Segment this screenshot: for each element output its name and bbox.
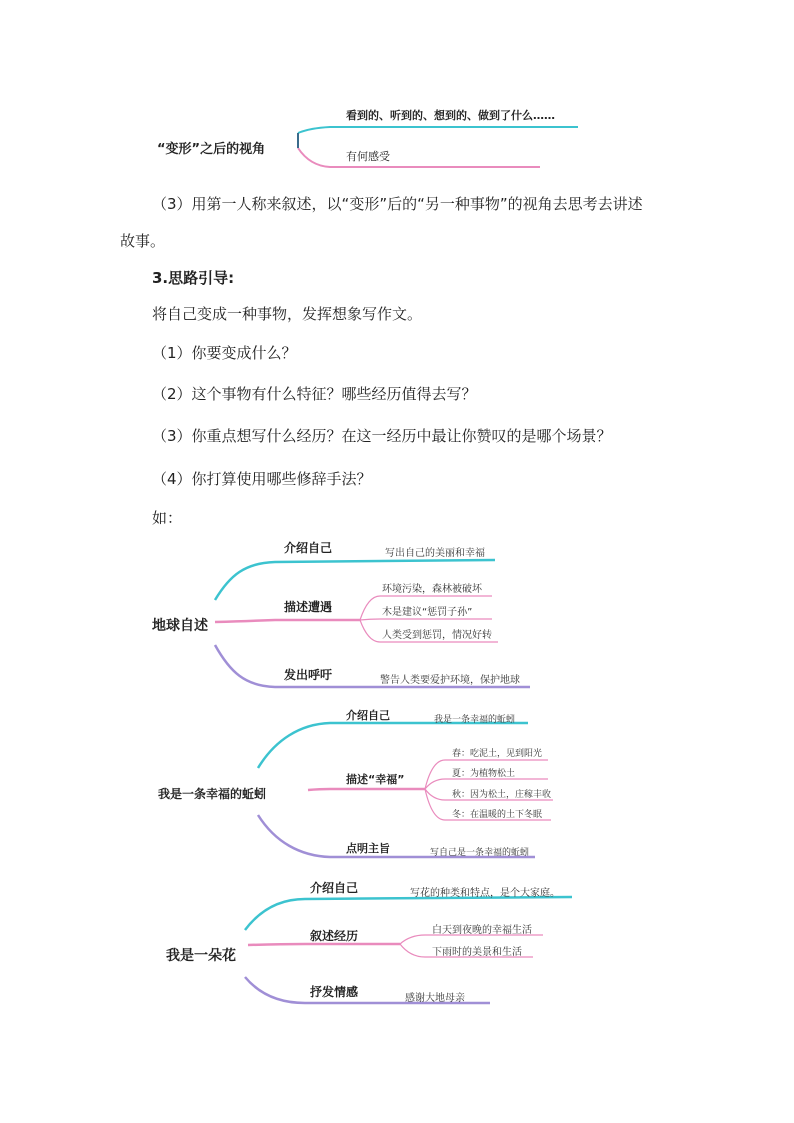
map3-leaf-intro: 写花的种类和特点，是个大家庭。 [410,888,560,899]
map3-branch-intro: 介绍自己 [310,881,359,895]
map2-branch-intro: 介绍自己 [346,709,390,722]
map3-leaf-experience-2: 下雨时的美景和生活 [432,947,522,958]
map1-leaf-appeal: 警告人类要爱护环境，保护地球 [380,675,520,686]
map2-leaf-intro: 我是一条幸福的蚯蚓 [434,715,516,725]
map2-leaf-winter: 冬：在温暖的土下冬眠 [452,810,543,820]
map2-branch-theme: 点明主旨 [346,842,390,855]
map3-branch-emotion: 抒发情感 [310,985,359,999]
section-heading: 3.思路引导: [152,269,235,287]
question-3: （3）你重点想写什么经历？在这一经历中最让你赞叹的是哪个场景？ [152,427,612,445]
map2-leaf-autumn: 秋：因为松土，庄稼丰收 [452,790,552,800]
map1-root: 地球自述 [152,618,208,634]
map1-branch-intro: 介绍自己 [284,541,333,555]
map2-root: 我是一条幸福的蚯蚓 [158,787,267,801]
map2-branch-happiness: 描述“幸福” [346,773,405,786]
map1-leaf-encounter-3: 人类受到惩罚，情况好转 [382,630,492,641]
map3-branch-experience: 叙述经历 [310,929,359,943]
map3-leaf-experience-1: 白天到夜晚的幸福生活 [432,925,532,936]
map3-root: 我是一朵花 [166,948,236,964]
map1-leaf-encounter-2: 木是建议“惩罚子孙” [382,607,473,618]
paragraph-3-line1: （3）用第一人称来叙述，以“变形”后的“另一种事物”的视角去思考去讲述 [152,195,643,213]
map1-branch-encounter: 描述遭遇 [284,600,333,614]
map1-lines [215,560,530,687]
question-2: （2）这个事物有什么特征？哪些经历值得去写？ [152,385,477,403]
top-diagram-root: “变形”之后的视角 [157,142,266,157]
question-1: （1）你要变成什么？ [152,344,297,362]
paragraph-3-line2: 故事。 [120,232,166,250]
example-label: 如： [152,509,183,527]
map2-leaf-theme: 写自己是一条幸福的蚯蚓 [430,848,530,858]
map3-leaf-emotion: 感谢大地母亲 [405,993,465,1004]
map3-lines [245,897,572,1003]
map1-branch-appeal: 发出呼吁 [284,668,333,682]
intro-text: 将自己变成一种事物，发挥想象写作文。 [152,305,423,323]
map1-leaf-encounter-1: 环境污染，森林被破坏 [382,584,482,595]
top-diagram-branch1: 看到的、听到的、想到的、做到了什么…… [346,109,555,122]
map1-leaf-intro: 写出自己的美丽和幸福 [385,548,485,559]
top-diagram-branch2: 有何感受 [346,150,390,163]
question-4: （4）你打算使用哪些修辞手法？ [152,470,372,488]
map2-leaf-summer: 夏：为植物松土 [452,769,516,779]
map2-leaf-spring: 春：吃泥土，见到阳光 [452,749,543,759]
